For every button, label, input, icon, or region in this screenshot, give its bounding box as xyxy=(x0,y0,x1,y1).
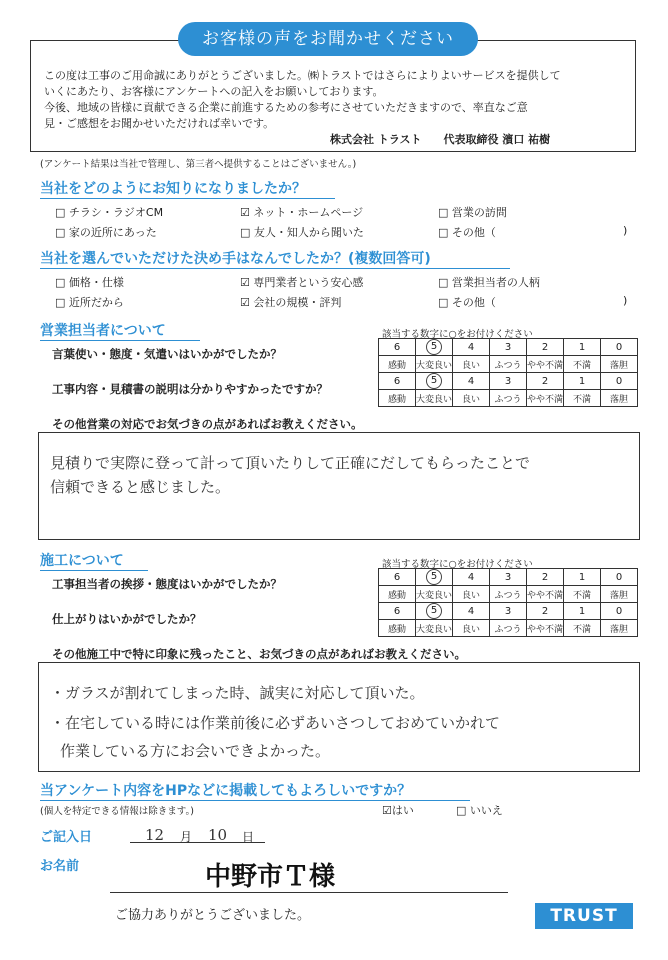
rating-label: 感動 xyxy=(379,586,416,603)
rating-number[interactable]: 2 xyxy=(527,373,564,390)
rating-number[interactable]: 1 xyxy=(564,569,601,586)
rating-label: 落胆 xyxy=(601,390,638,407)
rating-number[interactable]: 2 xyxy=(527,603,564,620)
name-value[interactable]: 中野市Ｔ様 xyxy=(205,862,336,892)
rating-number[interactable]: 0 xyxy=(601,339,638,356)
intro-line: いくにあたり、お客様にアンケートへの記入をお願いしております。 xyxy=(44,85,384,98)
publish-heading: 当アンケート内容をHPなどに掲載してもよろしいですか？ xyxy=(40,780,470,801)
sales-rating-table xyxy=(378,338,638,407)
option-label: 専門業者という安心感 xyxy=(253,276,364,289)
rating-label: 落胆 xyxy=(601,356,638,373)
construction-comment-line: ・ガラスが割れてしまった時、誠実に対応して頂いた。 xyxy=(50,684,425,702)
checkbox-icon[interactable]: □ xyxy=(438,226,449,239)
publish-yes[interactable] xyxy=(382,802,414,818)
rating-number[interactable]: 3 xyxy=(490,569,527,586)
rating-number[interactable]: 0 xyxy=(601,373,638,390)
rating-number[interactable]: 0 xyxy=(601,569,638,586)
construction-rating-table xyxy=(378,568,638,637)
date-month[interactable]: 12 xyxy=(145,826,165,844)
rating-label: 良い xyxy=(453,390,490,407)
rating-label: 良い xyxy=(453,356,490,373)
construction-question-1: 工事担当者の挨拶・態度はいかがでしたか？ xyxy=(52,577,282,591)
intro-text xyxy=(44,68,624,132)
rating-number[interactable] xyxy=(416,569,453,586)
rating-label: 不満 xyxy=(564,620,601,637)
rating-label: 感動 xyxy=(379,356,416,373)
rating-number[interactable]: 3 xyxy=(490,339,527,356)
rating-number[interactable]: 6 xyxy=(379,339,416,356)
trust-logo: TRUST xyxy=(535,903,633,929)
construction-heading: 施工について xyxy=(40,550,148,571)
construction-question-2: 仕上がりはいかがでしたか？ xyxy=(52,612,202,626)
construction-comment-prompt: その他施工中で特に印象に残ったこと、お気づきの点があればお教えください。 xyxy=(52,647,466,661)
date-label: ご記入日 xyxy=(40,830,93,845)
signature: 株式会社 トラスト 代表取締役 濱口 祐樹 xyxy=(330,133,551,146)
selected-circle-icon: 5 xyxy=(426,339,442,355)
paren-close: ) xyxy=(623,294,628,307)
sales-question-2: 工事内容・見積書の説明は分かりやすかったですか？ xyxy=(52,382,328,396)
rating-number[interactable]: 1 xyxy=(564,339,601,356)
rating-label: 良い xyxy=(453,586,490,603)
option-label: 営業の訪問 xyxy=(451,206,507,219)
rating-number[interactable]: 1 xyxy=(564,603,601,620)
day-unit: 日 xyxy=(242,830,255,844)
rating-label: 落胆 xyxy=(601,586,638,603)
page-title: お客様の声をお聞かせください xyxy=(178,22,478,56)
option-label: 会社の規模・評判 xyxy=(253,296,342,309)
selected-circle-icon: 5 xyxy=(426,569,442,585)
q1-option[interactable] xyxy=(55,224,157,240)
rating-label: 大変良い xyxy=(416,390,453,407)
selected-circle-icon: 5 xyxy=(426,373,442,389)
checkbox-icon[interactable]: □ xyxy=(240,226,251,239)
intro-line: この度は工事のご用命誠にありがとうございました。㈱トラストではさらによりよいサービスを提供して xyxy=(44,69,561,82)
sales-question-1: 言葉使い・態度・気遣いはいかがでしたか？ xyxy=(52,347,282,361)
option-label: チラシ・ラジオCM xyxy=(68,206,164,219)
month-unit: 月 xyxy=(180,830,193,844)
q1-option[interactable] xyxy=(240,204,363,220)
no-label: いいえ xyxy=(469,804,503,817)
option-label: 営業担当者の人柄 xyxy=(451,276,540,289)
rating-label: 不満 xyxy=(564,390,601,407)
rating-number[interactable] xyxy=(416,373,453,390)
sales-heading: 営業担当者について xyxy=(40,320,200,341)
checkbox-icon[interactable]: □ xyxy=(55,206,66,219)
q1-heading: 当社をどのようにお知りになりましたか？ xyxy=(40,178,335,199)
rating-label: ふつう xyxy=(490,390,527,407)
q2-option[interactable] xyxy=(438,294,496,310)
q1-option[interactable] xyxy=(240,224,364,240)
q2-heading: 当社を選んでいただけた決め手はなんでしたか？(複数回答可) xyxy=(40,248,510,269)
rating-number[interactable]: 6 xyxy=(379,569,416,586)
publish-no[interactable] xyxy=(456,802,503,818)
rating-label: ふつう xyxy=(490,586,527,603)
construction-comment-line: 作業している方にお会いできよかった。 xyxy=(60,742,331,760)
option-label: ネット・ホームページ xyxy=(253,206,364,219)
name-line xyxy=(110,892,508,893)
rating-header: 該当する数字に○をお付けください xyxy=(382,329,533,340)
checked-checkbox-icon[interactable]: ☑ xyxy=(240,206,250,219)
rating-number[interactable]: 1 xyxy=(564,373,601,390)
rating-label: 不満 xyxy=(564,356,601,373)
construction-comment-line: ・在宅している時には作業前後に必ずあいさつしておめていかれて xyxy=(50,714,501,732)
intro-line: 今後、地域の皆様に貢献できる企業に前進するための参考にさせていただきますので、率直なご意 xyxy=(44,101,528,114)
rating-number[interactable]: 4 xyxy=(453,569,490,586)
yes-label: はい xyxy=(391,804,414,817)
rating-label: 良い xyxy=(453,620,490,637)
option-label: 友人・知人から聞いた xyxy=(253,226,364,239)
option-label: 家の近所にあった xyxy=(68,226,157,239)
publish-note: (個人を特定できる情報は除きます。) xyxy=(40,806,194,817)
q1-option[interactable] xyxy=(438,204,507,220)
option-label: その他（ xyxy=(451,296,496,309)
rating-number[interactable]: 2 xyxy=(527,569,564,586)
privacy-note: (アンケート結果は当社で管理し、第三者へ提供することはございません。) xyxy=(40,159,357,170)
checkbox-icon[interactable]: □ xyxy=(55,276,66,289)
name-label: お名前 xyxy=(40,859,80,874)
sales-comment-prompt: その他営業の対応でお気づきの点があればお教えください。 xyxy=(52,417,363,431)
checkbox-icon[interactable]: □ xyxy=(456,804,467,817)
rating-number[interactable]: 4 xyxy=(453,339,490,356)
date-day[interactable]: 10 xyxy=(208,826,228,844)
rating-label: 大変良い xyxy=(416,356,453,373)
rating-label: やや不満 xyxy=(527,356,564,373)
rating-number[interactable]: 3 xyxy=(490,373,527,390)
q2-option[interactable] xyxy=(55,274,124,290)
checkbox-icon[interactable]: □ xyxy=(55,296,66,309)
selected-circle-icon: 5 xyxy=(426,603,442,619)
rating-number[interactable]: 2 xyxy=(527,339,564,356)
rating-label: やや不満 xyxy=(527,586,564,603)
paren-close: ) xyxy=(623,224,628,237)
rating-number[interactable]: 3 xyxy=(490,603,527,620)
rating-label: 不満 xyxy=(564,586,601,603)
checked-checkbox-icon[interactable]: ☑ xyxy=(382,804,392,817)
rating-number[interactable]: 6 xyxy=(379,603,416,620)
q2-option[interactable] xyxy=(438,274,540,290)
option-label: 価格・仕様 xyxy=(68,276,124,289)
rating-header: 該当する数字に○をお付けください xyxy=(382,559,533,570)
option-label: 近所だから xyxy=(68,296,124,309)
rating-number[interactable]: 4 xyxy=(453,603,490,620)
intro-line: 見・ご感想をお聞かせいただければ幸いです。 xyxy=(44,117,275,130)
sales-comment-line: 信頼できると感じました。 xyxy=(50,478,231,496)
checkbox-icon[interactable]: □ xyxy=(438,296,449,309)
rating-label: 感動 xyxy=(379,620,416,637)
checkbox-icon[interactable]: □ xyxy=(55,226,66,239)
sales-comment-line: 見積りで実際に登って計って頂いたりして正確にだしてもらったことで xyxy=(50,454,531,472)
rating-label: 大変良い xyxy=(416,586,453,603)
rating-number[interactable]: 6 xyxy=(379,373,416,390)
q2-option[interactable] xyxy=(55,294,124,310)
q2-option[interactable] xyxy=(240,274,363,290)
rating-label: やや不満 xyxy=(527,620,564,637)
rating-label: 大変良い xyxy=(416,620,453,637)
checkbox-icon[interactable]: □ xyxy=(438,276,449,289)
q2-option[interactable] xyxy=(240,294,341,310)
rating-number[interactable]: 4 xyxy=(453,373,490,390)
rating-label: 感動 xyxy=(379,390,416,407)
rating-label: 落胆 xyxy=(601,620,638,637)
rating-number[interactable] xyxy=(416,339,453,356)
checked-checkbox-icon[interactable]: ☑ xyxy=(240,296,250,309)
checkbox-icon[interactable]: □ xyxy=(438,206,449,219)
checked-checkbox-icon[interactable]: ☑ xyxy=(240,276,250,289)
q1-option[interactable] xyxy=(438,224,496,240)
rating-number[interactable]: 0 xyxy=(601,603,638,620)
q1-option[interactable] xyxy=(55,204,163,220)
thanks-text: ご協力ありがとうございました。 xyxy=(115,908,311,923)
rating-label: ふつう xyxy=(490,356,527,373)
rating-label: ふつう xyxy=(490,620,527,637)
option-label: その他（ xyxy=(451,226,496,239)
rating-label: やや不満 xyxy=(527,390,564,407)
rating-number[interactable] xyxy=(416,603,453,620)
